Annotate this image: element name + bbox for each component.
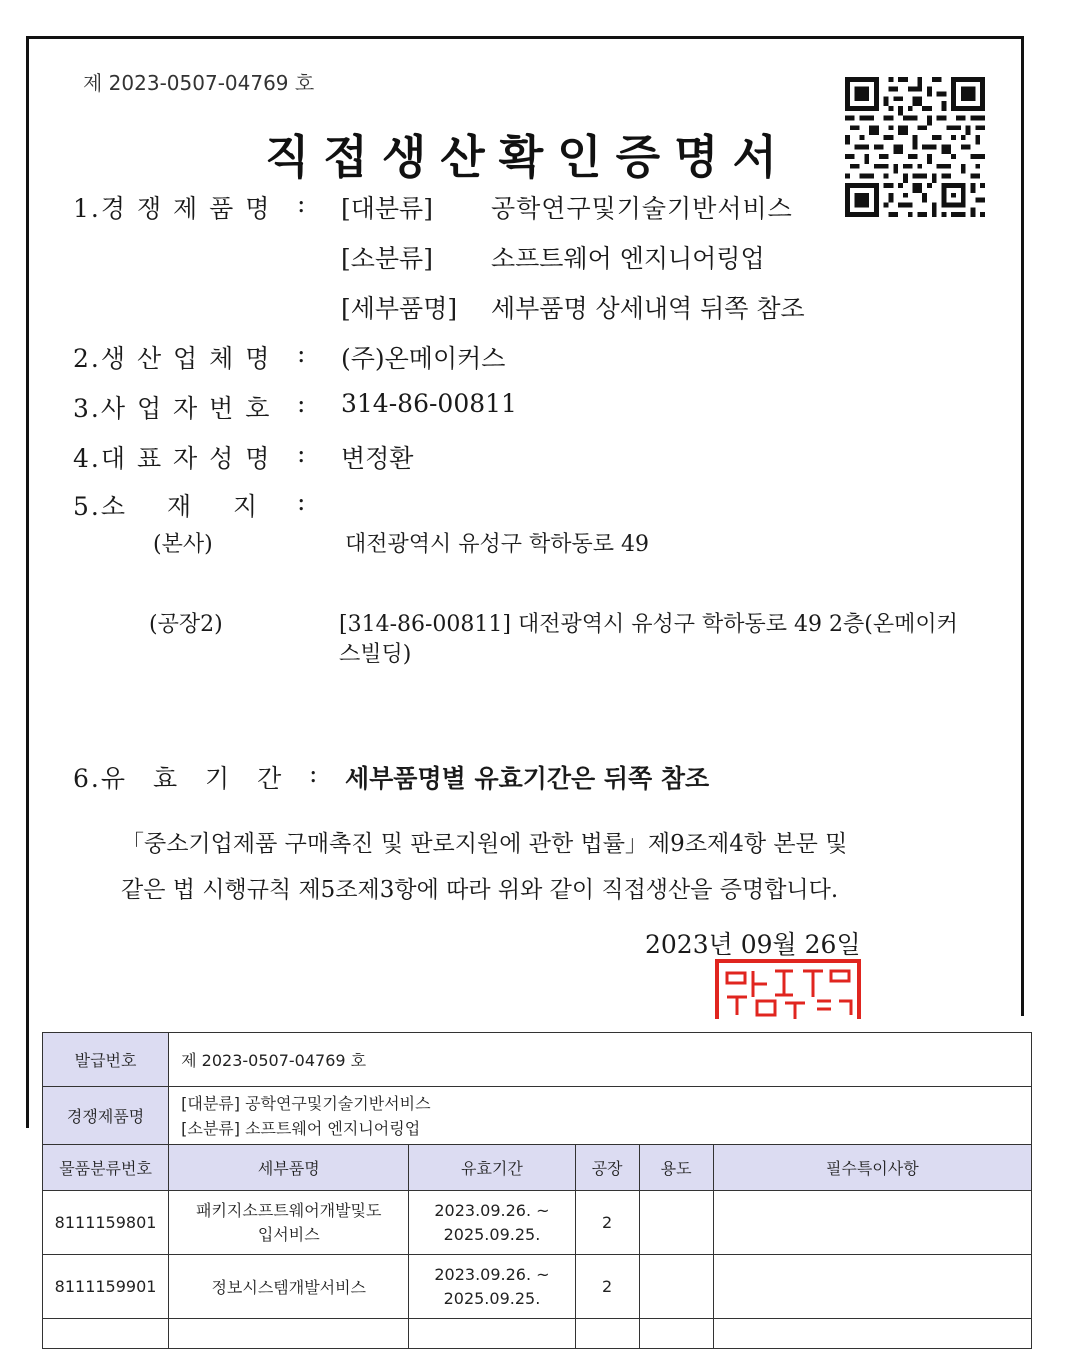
company-colon: :	[297, 339, 306, 368]
address-label: 5.소 재 지	[73, 492, 260, 521]
representative-label: 4.대 표 자 성 명	[73, 444, 272, 473]
product-name-cell	[169, 1087, 1032, 1145]
product-label: 1.경 쟁 제 품 명	[73, 194, 272, 223]
product-major-value: 공학연구및기술기반서비스	[491, 194, 793, 223]
product-major-line: [대분류] 공학연구및기술기반서비스	[181, 1093, 431, 1113]
product-row	[43, 1087, 1032, 1145]
row-factory: 2	[575, 1255, 639, 1319]
product-name-label: 경쟁제품명	[43, 1087, 169, 1145]
company-label: 2.생 산 업 체 명	[73, 344, 272, 373]
column-header: 공장	[575, 1145, 639, 1191]
factory-address-line1: [314-86-00811] 대전광역시 유성구 학하동로 49 2층(온메이커	[339, 612, 958, 637]
validity-colon: :	[309, 759, 318, 788]
statement-line1: 「중소기업제품 구매촉진 및 판로지원에 관한 법률」제9조제4항 본문 및	[121, 831, 848, 857]
issue-no-label: 발급번호	[43, 1033, 169, 1087]
representative-value: 변정환	[341, 444, 414, 473]
row-period	[409, 1255, 575, 1319]
representative-colon: :	[297, 439, 306, 468]
product-minor-value: 소프트웨어 엔지니어링업	[491, 244, 765, 273]
product-major-tag: [대분류]	[341, 194, 433, 223]
certificate-left-edge	[26, 1016, 29, 1128]
row-period-end: 2025.09.25.	[443, 1288, 541, 1308]
factory-label: (공장2)	[149, 612, 223, 637]
page-title: 직접생산확인증명서	[265, 130, 791, 184]
row-period	[409, 1191, 575, 1255]
factory-address-line2: 스빌딩)	[339, 642, 412, 667]
issue-no-row	[43, 1033, 1032, 1087]
column-header-row	[43, 1145, 1032, 1191]
business-no-value: 314-86-00811	[341, 389, 517, 418]
business-no-colon: :	[297, 389, 306, 418]
product-minor-tag: [소분류]	[341, 244, 433, 273]
issue-no-value: 제 2023-0507-04769 호	[169, 1033, 1032, 1087]
row-name-line1: 패키지소프트웨어개발및도	[196, 1200, 382, 1220]
row-code: 8111159801	[43, 1191, 169, 1255]
hq-label: (본사)	[153, 532, 213, 557]
column-header: 물품분류번호	[43, 1145, 169, 1191]
row-note	[713, 1255, 1031, 1319]
table-row	[43, 1255, 1032, 1319]
column-header: 용도	[639, 1145, 713, 1191]
row-note	[713, 1191, 1031, 1255]
table-row-partial	[43, 1319, 1032, 1349]
statement-line2: 같은 법 시행규칙 제5조제3항에 따라 위와 같이 직접생산을 증명합니다.	[121, 877, 839, 903]
company-value: (주)온메이커스	[341, 344, 506, 373]
certificate-number: 제 2023-0507-04769 호	[83, 71, 315, 95]
row-period-end: 2025.09.25.	[443, 1224, 541, 1244]
product-detail-tag: [세부품명]	[341, 294, 458, 323]
product-colon: :	[297, 189, 306, 218]
validity-label: 6.유 효 기 간	[73, 764, 284, 793]
qr-code-icon	[845, 77, 985, 217]
column-header: 필수특이사항	[713, 1145, 1031, 1191]
row-name: 정보시스템개발서비스	[169, 1255, 409, 1319]
product-detail-value: 세부품명 상세내역 뒤쪽 참조	[491, 294, 805, 323]
hq-address: 대전광역시 유성구 학하동로 49	[345, 532, 649, 557]
detail-table	[42, 1032, 1032, 1349]
row-period-start: 2023.09.26. ~	[434, 1200, 550, 1220]
column-header: 유효기간	[409, 1145, 575, 1191]
row-factory: 2	[575, 1191, 639, 1255]
address-colon: :	[297, 487, 306, 516]
row-name	[169, 1191, 409, 1255]
product-minor-line: [소분류] 소프트웨어 엔지니어링업	[181, 1118, 421, 1138]
certificate-panel	[26, 36, 1024, 1016]
row-code: 8111159901	[43, 1255, 169, 1319]
row-name-line2: 입서비스	[257, 1224, 320, 1244]
issue-date: 2023년 09월 26일	[645, 930, 861, 959]
row-use	[639, 1191, 713, 1255]
official-seal-icon	[713, 957, 863, 1019]
business-no-label: 3.사 업 자 번 호	[73, 394, 272, 423]
row-use	[639, 1255, 713, 1319]
column-header: 세부품명	[169, 1145, 409, 1191]
validity-value: 세부품명별 유효기간은 뒤쪽 참조	[345, 764, 710, 793]
row-period-start: 2023.09.26. ~	[434, 1264, 550, 1284]
table-row	[43, 1191, 1032, 1255]
